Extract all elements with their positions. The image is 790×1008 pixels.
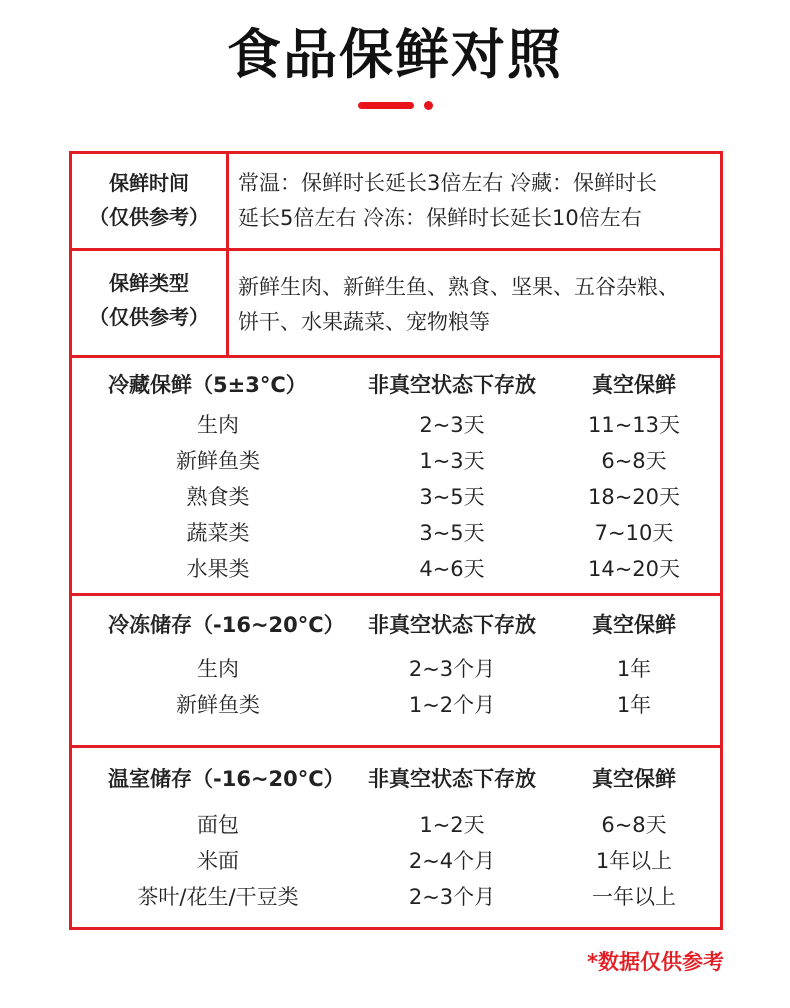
column-header-vacuum: 真空保鲜 — [592, 767, 676, 791]
table-row — [72, 443, 720, 479]
table-row — [72, 551, 720, 587]
table-row — [72, 687, 720, 723]
section-header-refrigerated — [72, 367, 720, 403]
vacuum-duration: 1年以上 — [595, 849, 673, 873]
vacuum-duration: 6~8天 — [601, 813, 667, 837]
info-content-line: 饼干、水果蔬菜、宠物粮等 — [238, 310, 490, 334]
info-content-time — [238, 166, 720, 236]
table-row — [72, 407, 720, 443]
column-header-vacuum: 真空保鲜 — [592, 373, 676, 397]
info-label-line: （仅供参考） — [89, 305, 209, 329]
normal-duration: 2~3个月 — [408, 657, 496, 681]
normal-duration: 2~3天 — [419, 413, 485, 437]
table-row — [72, 651, 720, 687]
section-header-room-temp — [72, 761, 720, 797]
vacuum-duration: 18~20天 — [587, 485, 681, 509]
vacuum-duration: 7~10天 — [594, 521, 674, 545]
column-header-normal: 非真空状态下存放 — [368, 767, 536, 791]
vacuum-duration: 一年以上 — [592, 885, 676, 909]
info-label-line: （仅供参考） — [89, 205, 209, 229]
title-underline-dot — [424, 101, 433, 110]
row-divider — [72, 745, 720, 748]
table-row — [72, 843, 720, 879]
normal-duration: 1~2天 — [419, 813, 485, 837]
vacuum-duration: 11~13天 — [587, 413, 681, 437]
vacuum-duration: 1年 — [616, 657, 652, 681]
column-header-normal: 非真空状态下存放 — [368, 613, 536, 637]
title-underline-bar — [358, 102, 414, 109]
normal-duration: 3~5天 — [419, 485, 485, 509]
table-row — [72, 479, 720, 515]
column-header-vacuum: 真空保鲜 — [592, 613, 676, 637]
section-title: 冷藏保鲜（5±3°C） — [108, 373, 307, 397]
info-content-line: 新鲜生肉、新鲜生鱼、熟食、坚果、五谷杂粮、 — [238, 275, 679, 299]
column-divider — [226, 251, 229, 355]
food-item: 水果类 — [186, 557, 250, 581]
food-item: 熟食类 — [186, 485, 250, 509]
food-item: 新鲜鱼类 — [176, 693, 260, 717]
normal-duration: 1~2个月 — [408, 693, 496, 717]
food-item: 生肉 — [197, 413, 239, 437]
food-item: 茶叶/花生/干豆类 — [137, 885, 299, 909]
info-content-type — [238, 270, 720, 340]
column-divider — [226, 154, 229, 248]
food-item: 蔬菜类 — [186, 521, 250, 545]
info-label-time — [72, 166, 226, 234]
column-header-normal: 非真空状态下存放 — [368, 373, 536, 397]
food-item: 面包 — [197, 813, 239, 837]
row-divider — [72, 593, 720, 596]
table-row — [72, 879, 720, 915]
page-title: 食品保鲜对照 — [227, 23, 563, 86]
info-label-line: 保鲜时间 — [109, 171, 189, 195]
row-divider — [72, 355, 720, 358]
table-row — [72, 807, 720, 843]
normal-duration: 4~6天 — [419, 557, 485, 581]
normal-duration: 3~5天 — [419, 521, 485, 545]
normal-duration: 2~4个月 — [408, 849, 496, 873]
food-item: 米面 — [197, 849, 239, 873]
vacuum-duration: 1年 — [616, 693, 652, 717]
row-divider — [72, 248, 720, 251]
info-content-line: 延长5倍左右 冷冻：保鲜时长延长10倍左右 — [238, 206, 642, 230]
normal-duration: 1~3天 — [419, 449, 485, 473]
section-title: 冷冻储存（-16~20°C） — [108, 613, 345, 637]
food-item: 新鲜鱼类 — [176, 449, 260, 473]
info-label-type — [72, 266, 226, 334]
footnote: *数据仅供参考 — [587, 950, 724, 974]
normal-duration: 2~3个月 — [408, 885, 496, 909]
info-label-line: 保鲜类型 — [109, 271, 189, 295]
food-item: 生肉 — [197, 657, 239, 681]
vacuum-duration: 14~20天 — [587, 557, 681, 581]
table-row — [72, 515, 720, 551]
info-content-line: 常温：保鲜时长延长3倍左右 冷藏：保鲜时长 — [238, 171, 658, 195]
vacuum-duration: 6~8天 — [601, 449, 667, 473]
section-title: 温室储存（-16~20°C） — [108, 767, 345, 791]
comparison-table — [69, 151, 723, 930]
section-header-frozen — [72, 607, 720, 643]
